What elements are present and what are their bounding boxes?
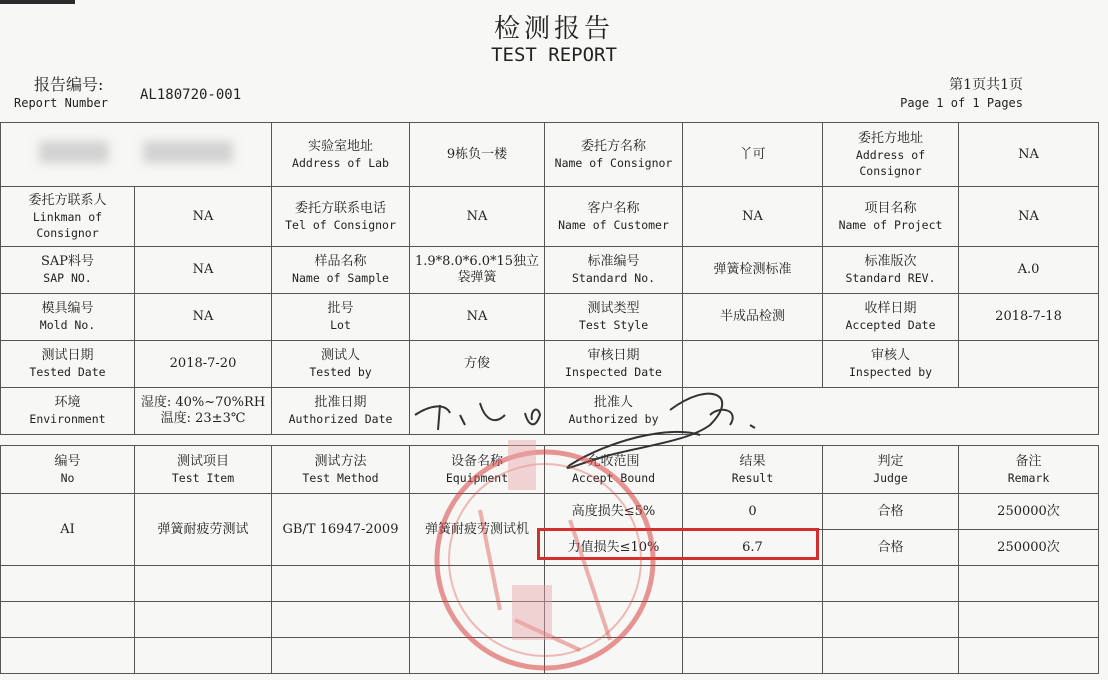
info-row-5	[1, 341, 1099, 388]
tested-by-label: 测试人 Tested by	[272, 341, 410, 388]
tested-date-value: 2018-7-20	[135, 341, 272, 388]
tested-by-value: 方俊	[410, 341, 545, 388]
result-height: 0	[683, 494, 823, 530]
report-number-label-en: Report Number	[14, 96, 108, 110]
customer-label: 客户名称 Name of Customer	[545, 187, 683, 247]
consignor-address-value: NA	[959, 123, 1099, 187]
inspected-date-value	[683, 341, 823, 388]
environment-value: 湿度: 40%~70%RH 温度: 23±3℃	[135, 388, 272, 435]
info-table	[0, 122, 1099, 435]
tel-label: 委托方联系电话 Tel of Consignor	[272, 187, 410, 247]
col-header-equipment: 设备名称 Equipment	[410, 446, 545, 494]
empty-row	[1, 602, 1099, 638]
top-edge-bar	[0, 0, 75, 4]
redacted-cell	[1, 123, 272, 187]
authorized-date-value	[410, 388, 545, 435]
table-row	[1, 494, 1099, 530]
col-header-no: 编号 No	[1, 446, 135, 494]
col-header-remark: 备注 Remark	[959, 446, 1099, 494]
consignor-address-label: 委托方地址 Address of Consignor	[823, 123, 959, 187]
page-info-cn: 第1页共1页	[949, 77, 1023, 93]
info-row-6	[1, 388, 1099, 435]
lot-label: 批号 Lot	[272, 294, 410, 341]
report-title-en: TEST REPORT	[491, 44, 617, 66]
test-equipment: 弹簧耐疲劳测试机	[410, 494, 545, 566]
inspected-by-label: 审核人 Inspected by	[823, 341, 959, 388]
standard-rev-value: A.0	[959, 247, 1099, 294]
report-number-value: AL180720-001	[140, 87, 242, 103]
remark-force: 250000次	[959, 530, 1099, 566]
mold-label: 模具编号 Mold No.	[1, 294, 135, 341]
report-title-cn: 检测报告	[493, 14, 614, 44]
test-header-row	[1, 446, 1099, 494]
judge-force: 合格	[823, 530, 959, 566]
empty-row	[1, 566, 1099, 602]
authorized-by-label: 批准人 Authorized by	[545, 388, 683, 435]
accepted-date-value: 2018-7-18	[959, 294, 1099, 341]
inspected-date-label: 审核日期 Inspected Date	[545, 341, 683, 388]
test-method: GB/T 16947-2009	[272, 494, 410, 566]
linkman-value: NA	[135, 187, 272, 247]
redacted-block	[39, 141, 109, 163]
col-header-accept-bound: 允收范围 Accept Bound	[545, 446, 683, 494]
result-highlight-box	[537, 528, 819, 560]
redacted-block	[143, 141, 233, 163]
standard-no-value: 弹簧检测标准	[683, 247, 823, 294]
lab-address-value: 9栋负一楼	[410, 123, 545, 187]
standard-rev-label: 标准版次 Standard REV.	[823, 247, 959, 294]
standard-no-label: 标准编号 Standard No.	[545, 247, 683, 294]
sample-label: 样品名称 Name of Sample	[272, 247, 410, 294]
tel-value: NA	[410, 187, 545, 247]
lab-address-label: 实验室地址 Address of Lab	[272, 123, 410, 187]
test-item: 弹簧耐疲劳测试	[135, 494, 272, 566]
tested-date-label: 测试日期 Tested Date	[1, 341, 135, 388]
report-number-label	[14, 76, 108, 112]
page-info	[900, 76, 1023, 112]
lot-value: NA	[410, 294, 545, 341]
remark-height: 250000次	[959, 494, 1099, 530]
customer-value: NA	[683, 187, 823, 247]
col-header-result: 结果 Result	[683, 446, 823, 494]
authorized-date-label: 批准日期 Authorized Date	[272, 388, 410, 435]
consignor-name-label: 委托方名称 Name of Consignor	[545, 123, 683, 187]
page-info-en: Page 1 of 1 Pages	[900, 96, 1023, 110]
environment-label: 环境 Environment	[1, 388, 135, 435]
sap-value: NA	[135, 247, 272, 294]
sap-label: SAP料号 SAP NO.	[1, 247, 135, 294]
report-number-label-cn: 报告编号:	[34, 75, 104, 94]
col-header-test-item: 测试项目 Test Item	[135, 446, 272, 494]
authorized-by-value	[683, 388, 1099, 435]
judge-height: 合格	[823, 494, 959, 530]
info-row-4	[1, 294, 1099, 341]
info-row-1	[1, 123, 1099, 187]
linkman-label: 委托方联系人 Linkman of Consignor	[1, 187, 135, 247]
test-style-label: 测试类型 Test Style	[545, 294, 683, 341]
project-value: NA	[959, 187, 1099, 247]
test-no: AI	[1, 494, 135, 566]
test-style-value: 半成品检测	[683, 294, 823, 341]
empty-row	[1, 638, 1099, 674]
col-header-test-method: 测试方法 Test Method	[272, 446, 410, 494]
info-row-3	[1, 247, 1099, 294]
col-header-judge: 判定 Judge	[823, 446, 959, 494]
info-row-2	[1, 187, 1099, 247]
sample-value: 1.9*8.0*6.0*15独立袋弹簧	[410, 247, 545, 294]
consignor-name-value: 丫可	[683, 123, 823, 187]
inspected-by-value	[959, 341, 1099, 388]
accept-bound-height: 高度损失≤5%	[545, 494, 683, 530]
project-label: 项目名称 Name of Project	[823, 187, 959, 247]
result-force: 6.7	[683, 530, 823, 566]
accepted-date-label: 收样日期 Accepted Date	[823, 294, 959, 341]
mold-value: NA	[135, 294, 272, 341]
accept-bound-force: 力值损失≤10%	[545, 530, 683, 566]
